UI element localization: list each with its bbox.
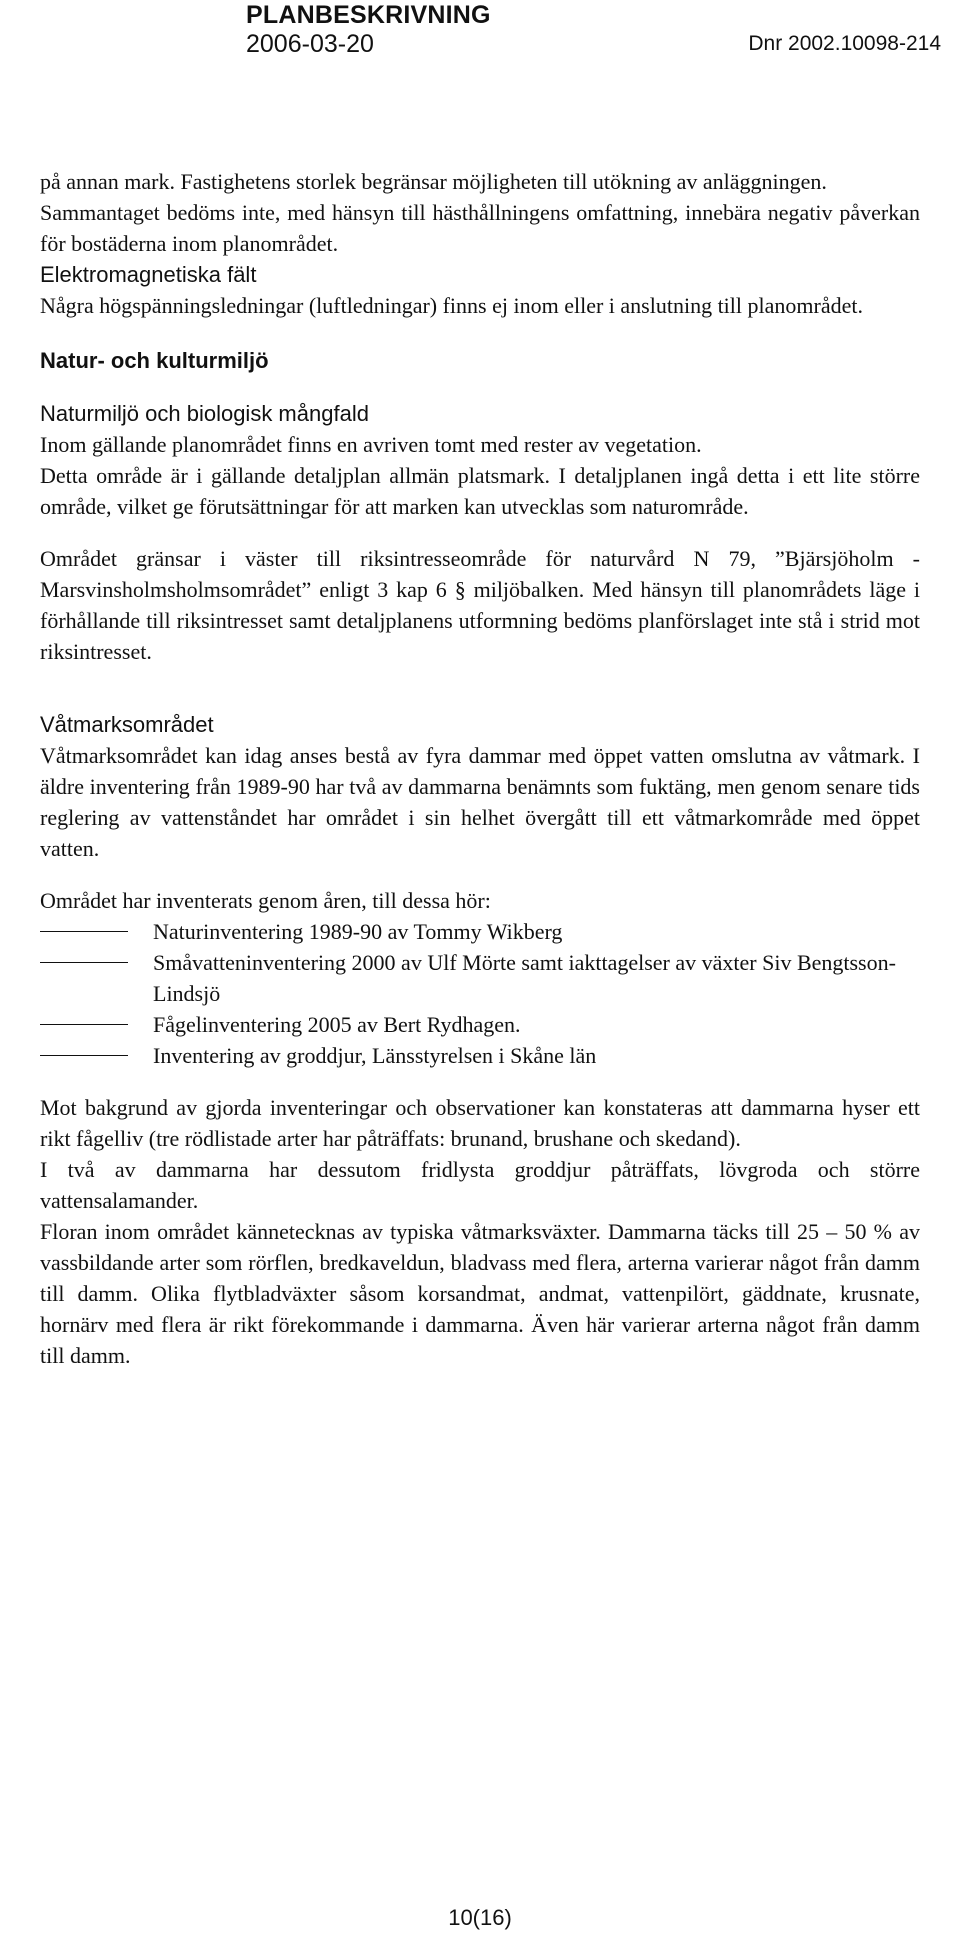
- list-item-text: Småvatteninventering 2000 av Ulf Mörte samt iakttagelser av växter Siv Bengtsson-Lindsjö: [153, 950, 896, 1006]
- list-item-text: Naturinventering 1989-90 av Tommy Wikberg: [153, 919, 563, 944]
- list-item: [40, 947, 920, 1009]
- list-item-text: Fågelinventering 2005 av Bert Rydhagen.: [153, 1012, 521, 1037]
- paragraph: I två av dammarna har dessutom fridlysta groddjur påträffats, lövgroda och större vattensalamander.: [40, 1157, 920, 1213]
- section-heading-naturmiljo: Naturmiljö och biologisk mångfald: [40, 401, 369, 426]
- document-date: 2006-03-20: [246, 30, 374, 58]
- list-item-text: Inventering av groddjur, Länsstyrelsen i Skåne län: [153, 1043, 597, 1068]
- list-item: [40, 1009, 920, 1040]
- dash-bullet-icon: [40, 931, 128, 932]
- section-heading-em-falt: Elektromagnetiska fält: [40, 262, 257, 287]
- paragraph: Inom gällande planområdet finns en avriven tomt med rester av vegetation.: [40, 432, 702, 457]
- paragraph: Mot bakgrund av gjorda inventeringar och observationer kan konstateras att dammarna hyser ett rikt fågelliv (tre rödlistade arter har påträffats: brunand, brushane och skedand).: [40, 1095, 920, 1151]
- page-number: 10(16): [448, 1905, 512, 1930]
- document-title: PLANBESKRIVNING: [246, 1, 491, 29]
- list-item: [40, 916, 920, 947]
- inventory-list: [40, 916, 920, 1071]
- dash-bullet-icon: [40, 1055, 128, 1056]
- paragraph: Området har inventerats genom åren, till dessa hör:: [40, 888, 491, 913]
- paragraph: Våtmarksområdet kan idag anses bestå av fyra dammar med öppet vatten omslutna av våtmark. I äldre inventering från 1989-90 har två av dammarna benämnts som fuktäng, men genom senare tids reglering av vattenståndet har området i sin helhet övergått till ett våtmarkområde med öppet vatten.: [40, 743, 920, 861]
- paragraph: Floran inom området kännetecknas av typiska våtmarksväxter. Dammarna täcks till 25 – 50 % av vassbildande arter som rörflen, bredkaveldun, bladvass med flera, arterna varierar något från damm till damm. Olika flytbladväxter såsom korsandmat, andmat, vattenpilört, gäddnate, krusnate, hornärv med flera är rikt förekommande i dammarna. Även här varierar arterna något från damm till damm.: [40, 1219, 920, 1368]
- paragraph: Några högspänningsledningar (luftledningar) finns ej inom eller i anslutning till planområdet.: [40, 293, 863, 318]
- paragraph: Området gränsar i väster till riksintresseområde för naturvård N 79, ”Bjärsjöholm - Marsvinsholmsholmsområdet” enligt 3 kap 6 § miljöbalken. Med hänsyn till planområdets läge i förhållande till riksintresset samt detaljplanens utformning bedöms planförslaget inte stå i strid mot riksintresset.: [40, 546, 920, 664]
- document-dnr: Dnr 2002.10098-214: [748, 32, 941, 55]
- dash-bullet-icon: [40, 1024, 128, 1025]
- paragraph: Detta område är i gällande detaljplan allmän platsmark. I detaljplanen ingå detta i ett lite större område, vilket ge förutsättningar för att marken kan utvecklas som naturområde.: [40, 463, 920, 519]
- section-heading-vatmarksomradet: Våtmarksområdet: [40, 712, 214, 737]
- section-heading-natur-kulturmiljo: Natur- och kulturmiljö: [40, 348, 269, 373]
- document-body: [40, 166, 920, 1371]
- paragraph: på annan mark. Fastighetens storlek begränsar möjligheten till utökning av anläggningen.: [40, 169, 827, 194]
- list-item: [40, 1040, 920, 1071]
- paragraph: Sammantaget bedöms inte, med hänsyn till hästhållningens omfattning, innebära negativ påverkan för bostäderna inom planområdet.: [40, 200, 920, 256]
- dash-bullet-icon: [40, 962, 128, 963]
